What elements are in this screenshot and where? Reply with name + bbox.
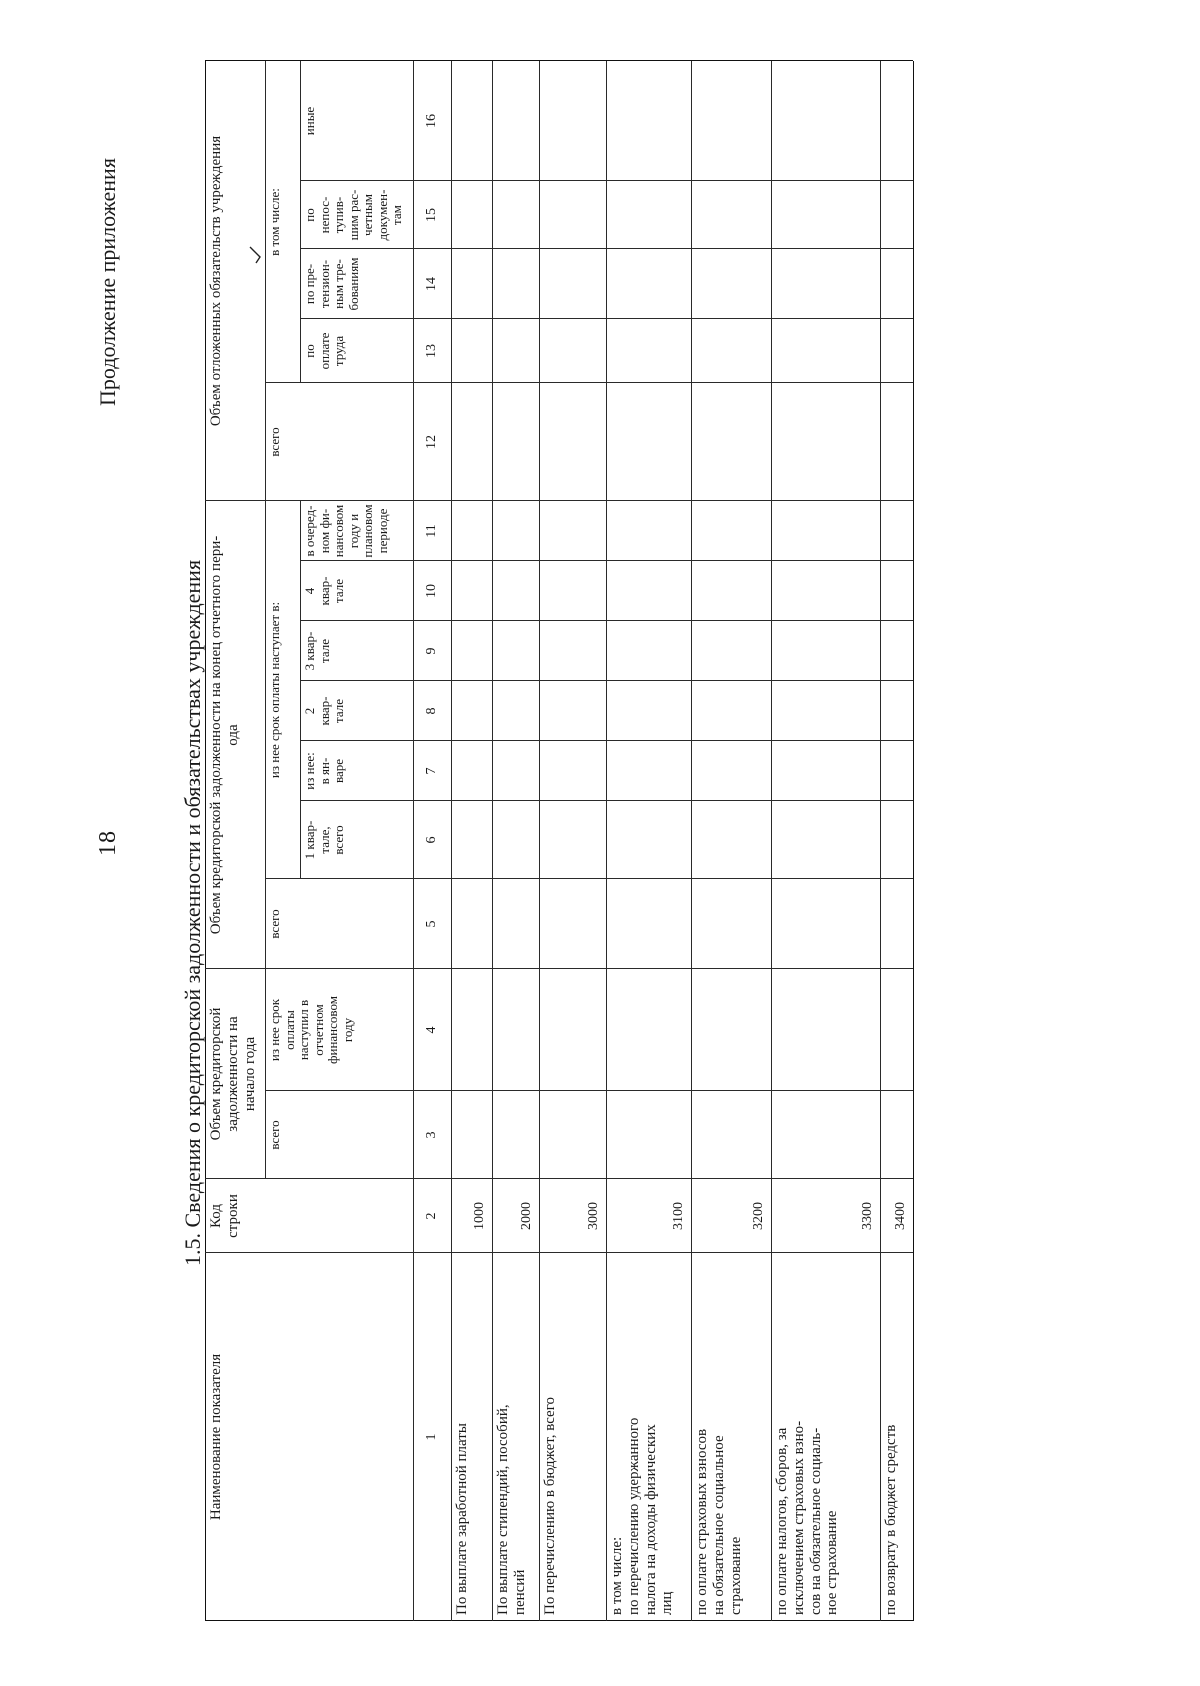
row-name-3000: По перечислению в бюджет, всего: [542, 1397, 558, 1615]
row-name-3300: по оплате налогов, сборов, за исключением страховых взно- сов на обязательное социаль- ное страхование: [774, 1420, 841, 1615]
row-code-3200: 3200: [751, 1202, 766, 1230]
table-grid-line: [205, 968, 913, 969]
table-grid-line: [880, 61, 881, 1621]
table-grid-line: [265, 878, 913, 879]
table-grid-line: [205, 1178, 913, 1179]
header-indicator-name: Наименование показателя: [208, 1353, 224, 1521]
table-grid-line: [691, 61, 692, 1621]
header-end-due-group: из нее срок оплаты наступает в:: [267, 601, 282, 779]
row-code-3300: 3300: [860, 1202, 875, 1230]
col-number-3: 3: [424, 1131, 440, 1139]
table-grid-line: [771, 61, 772, 1621]
row-name-2000: По выплате стипендий, пособий, пенсий: [495, 1404, 528, 1615]
col-number-7: 7: [424, 767, 440, 775]
table-grid-line: [300, 248, 913, 249]
col-number-13: 13: [424, 344, 440, 358]
table-grid-line: [413, 61, 414, 1621]
table-grid-line: [300, 318, 913, 319]
header-deferred-group: Объем отложенных обязательств учреждения: [208, 135, 224, 427]
col-number-12: 12: [424, 435, 440, 449]
header-q1: 1 квар- тале, всего: [302, 820, 347, 860]
col-number-9: 9: [424, 647, 440, 655]
table-grid-line: [300, 560, 913, 561]
col-number-16: 16: [424, 114, 440, 128]
table-grid-line: [205, 1620, 913, 1621]
table-grid-line: [606, 61, 607, 1621]
header-deferred-total: всего: [267, 427, 282, 457]
col-number-15: 15: [424, 208, 440, 222]
table-grid-line: [451, 61, 452, 1621]
page-number: 18: [95, 830, 121, 856]
header-deferred-pay: по оплате труда: [302, 332, 347, 370]
table-grid-line: [265, 61, 266, 1179]
header-start-total: всего: [267, 1120, 282, 1150]
header-start-group: Объем кредиторской задолженности на начало года: [208, 1007, 258, 1141]
table-grid-line: [265, 1090, 913, 1091]
creditor-debt-table: [205, 0, 1110, 1621]
col-number-10: 10: [424, 584, 440, 598]
continuation-label: Продолжение приложения: [95, 158, 120, 406]
table-grid-line: [492, 61, 493, 1621]
row-code-3000: 3000: [586, 1202, 601, 1230]
row-code-1000: 1000: [472, 1202, 487, 1230]
header-q3: 3 квар- тале: [302, 631, 332, 671]
row-name-3200: по оплате страховых взносов на обязательное социальное страхование: [694, 1428, 744, 1615]
table-grid-line: [300, 740, 913, 741]
header-next-period: в очеред- ном фи- нансовом году и плановом периоде: [302, 504, 390, 558]
header-q4: 4 квар- тале: [302, 576, 347, 606]
col-number-6: 6: [424, 836, 440, 844]
col-number-8: 8: [424, 707, 440, 715]
row-name-3400: по возврату в бюджет средств: [883, 1424, 899, 1615]
col-number-2: 2: [424, 1212, 440, 1220]
header-deferred-claims: по пре- тензион- ным тре- бованиям: [302, 257, 361, 311]
table-grid-line: [300, 800, 913, 801]
table-grid-line: [913, 61, 914, 1621]
table-grid-line: [300, 501, 301, 879]
col-number-14: 14: [424, 277, 440, 291]
header-january: из нее: в ян- варе: [302, 752, 347, 790]
header-row-code: Код строки: [208, 1194, 241, 1238]
header-deferred-other: иные: [302, 106, 317, 136]
row-code-3400: 3400: [893, 1202, 908, 1230]
row-code-2000: 2000: [519, 1202, 534, 1230]
header-deferred-docs: по непос- тупив- шим рас- четным докумен- там: [302, 189, 405, 241]
table-title: 1.5. Сведения о кредиторской задолженности и обязательствах учреждения: [180, 559, 205, 1266]
row-name-3100: в том числе: по перечислению удержанного налога на доходы физических лиц: [609, 1417, 676, 1615]
header-q2: 2 квар- тале: [302, 696, 347, 726]
table-grid-line: [300, 680, 913, 681]
row-code-3100: 3100: [671, 1202, 686, 1230]
header-start-due: из нее срок оплаты наступил в отчетном финансовом году: [267, 996, 355, 1064]
table-grid-line: [300, 61, 301, 383]
header-deferred-incl: в том числе:: [267, 188, 282, 256]
table-grid-line: [205, 1252, 913, 1253]
row-name-1000: По выплате заработной платы: [454, 1423, 470, 1615]
col-number-11: 11: [424, 524, 440, 538]
col-number-4: 4: [424, 1026, 440, 1034]
col-number-5: 5: [424, 920, 440, 928]
col-number-1: 1: [424, 1433, 440, 1441]
header-end-group: Объем кредиторской задолженности на конец отчетного пери- ода: [208, 535, 241, 935]
table-grid-line: [265, 382, 913, 383]
table-grid-line: [205, 500, 913, 501]
table-grid-line: [539, 61, 540, 1621]
header-end-total: всего: [267, 909, 282, 939]
table-grid-line: [300, 620, 913, 621]
table-grid-line: [205, 61, 206, 1621]
table-grid-line: [205, 60, 913, 61]
table-grid-line: [300, 180, 913, 181]
